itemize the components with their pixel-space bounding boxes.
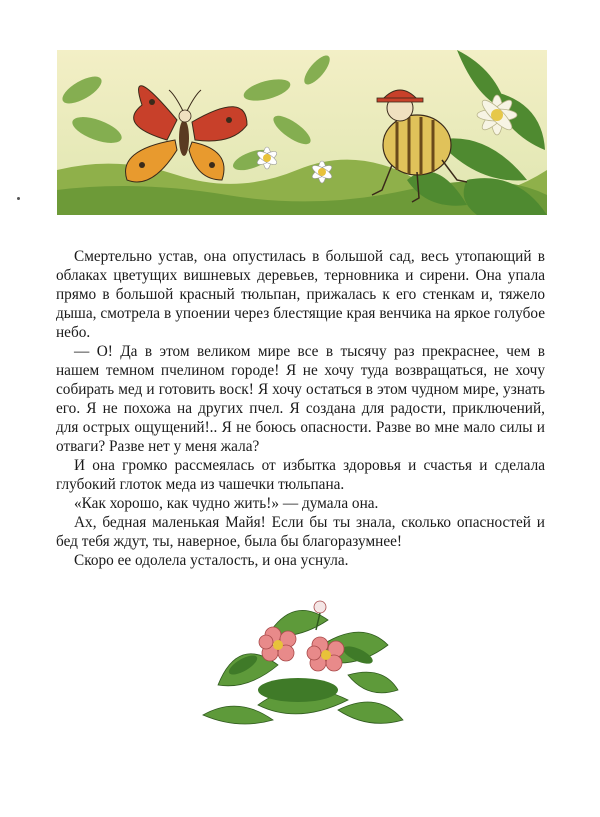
top-illustration xyxy=(57,30,547,220)
pink-flower-2 xyxy=(307,637,344,671)
paragraph: Ах, бедная маленькая Майя! Если бы ты знала, сколько опасностей и бед тебя ждут, ты, наверное, была бы благоразумнее! xyxy=(56,514,545,550)
story-text xyxy=(56,247,545,570)
paragraph: И она громко рассмеялась от избытка здоровья и счастья и сделала глубокий глоток меда из чашечки тюльпана. xyxy=(56,457,545,493)
pink-flower-1 xyxy=(259,627,296,661)
paragraph: Скоро ее одолела усталость, и она уснула. xyxy=(74,552,349,569)
paragraph: Смертельно устав, она опустилась в большой сад, весь утопающий в облаках цветущих вишневых деревьев, терновника и сирени. Она упала прямо в большой красный тюльпан, прижалась к его стенкам и, тяжело дыша, смотрела в упоении через блестящие края венчика на яркое голубое небо. xyxy=(56,248,545,341)
white-flower-right xyxy=(477,95,517,135)
paragraph: «Как хорошо, как чудно жить!» — думала она. xyxy=(74,495,379,512)
stray-mark xyxy=(17,197,20,200)
bottom-illustration xyxy=(198,595,408,730)
paragraph: — О! Да в этом великом мире все в тысячу раз прекраснее, чем в нашем темном пчелином городе! Я не хочу туда возвращаться, не хочу собирать мед и готовить воск! Я хочу остаться в этом чудном мире, узнать его. Я не похожа на других пчел. Я создана для радости, приключений, для острых ощущений!.. Я не боюсь опасности. Разве во мне мало силы и отваги? Разве нет у меня жала? xyxy=(56,343,545,455)
